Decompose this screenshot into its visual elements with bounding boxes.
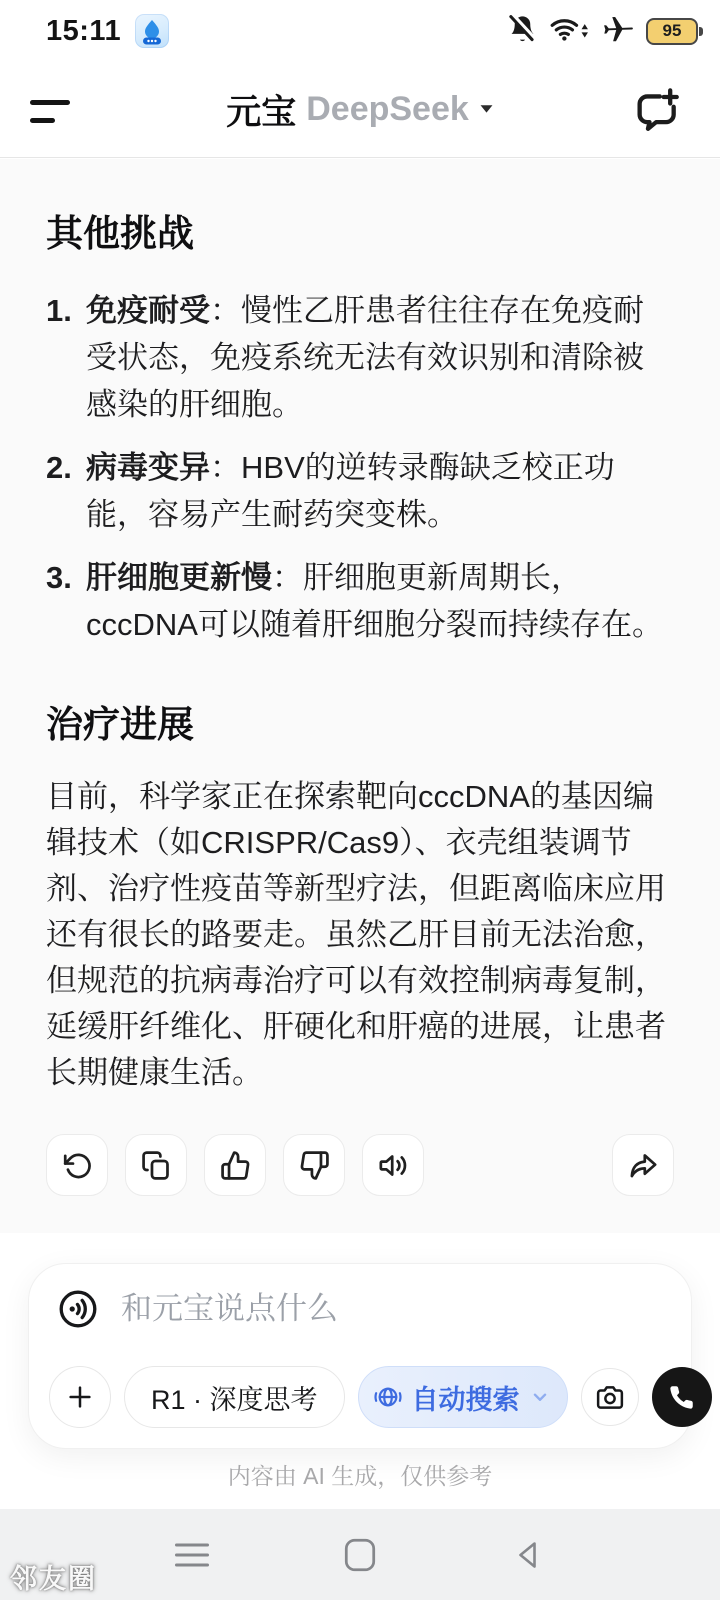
list-term: 肝细胞更新慢 (86, 560, 272, 595)
share-icon (628, 1150, 659, 1181)
composer-input-row (29, 1264, 691, 1330)
read-aloud-button[interactable] (362, 1134, 424, 1196)
composer-toolbar (49, 1366, 673, 1428)
progress-paragraph: 目前，科学家正在探索靶向cccDNA的基因编辑技术（如CRISPR/Cas9）、衣壳组装调节剂、治疗性疫苗等新型疗法，但距离临床应用还有很长的路要走。虽然乙肝目前无法治愈，但规范的抗病毒治疗可以有效控制病毒复制，延缓肝纤维化、肝硬化和肝癌的进展，让患者长期健康生活。 (46, 779, 666, 1090)
list-text: ：慢性乙肝患者往往存在免疫耐受状态，免疫系统无法有效识别和清除被感染的肝细胞。 (86, 293, 644, 422)
airplane-mode-icon (601, 12, 635, 51)
home-icon[interactable] (336, 1531, 384, 1579)
ai-disclaimer: 内容由 AI 生成，仅供参考 (227, 1463, 493, 1489)
plus-icon (65, 1382, 95, 1412)
camera-button[interactable] (581, 1368, 639, 1426)
wifi-icon (549, 13, 590, 49)
copy-button[interactable] (125, 1134, 187, 1196)
clock: 15:11 (46, 14, 122, 47)
back-icon[interactable] (504, 1531, 552, 1579)
notification-app-icon (135, 14, 169, 48)
chevron-down-icon (479, 101, 494, 119)
message-action-row (46, 1134, 674, 1196)
section-heading-progress: 治疗进展 (46, 704, 194, 745)
auto-search-selector[interactable] (358, 1366, 568, 1428)
message-input[interactable] (121, 1291, 661, 1327)
status-bar-left (46, 14, 169, 48)
voice-wave-icon[interactable] (57, 1288, 99, 1330)
camera-icon (595, 1382, 625, 1412)
globe-network-icon (373, 1382, 403, 1412)
app-title: 元宝 (226, 92, 297, 132)
list-text: ：HBV的逆转录酶缺乏校正功能，容易产生耐药突变株。 (86, 450, 615, 532)
list-number: 2. (46, 450, 72, 485)
battery-percent: 95 (662, 21, 682, 40)
recents-icon[interactable] (168, 1531, 216, 1579)
regenerate-button[interactable] (46, 1134, 108, 1196)
list-term: 病毒变异 (86, 450, 210, 485)
new-chat-icon[interactable] (632, 86, 682, 136)
copy-icon (141, 1150, 172, 1181)
list-number: 3. (46, 560, 72, 595)
chevron-down-icon (529, 1386, 551, 1408)
challenges-list (46, 287, 674, 648)
thumbs-up-icon (220, 1150, 251, 1181)
list-item (46, 554, 674, 648)
list-number: 1. (46, 293, 72, 328)
thumbs-down-button[interactable] (283, 1134, 345, 1196)
model-selector[interactable] (226, 85, 494, 135)
section-heading-challenges: 其他挑战 (46, 213, 194, 254)
add-attachment-button[interactable] (49, 1366, 111, 1428)
list-item (46, 444, 674, 538)
app-header (0, 62, 720, 158)
deep-think-toggle[interactable] (124, 1366, 345, 1428)
phone-call-icon (668, 1384, 695, 1411)
menu-icon[interactable] (30, 94, 74, 128)
share-button[interactable] (612, 1134, 674, 1196)
bell-muted-icon (507, 13, 538, 49)
status-bar-right (507, 12, 698, 51)
regenerate-icon (62, 1150, 93, 1181)
status-bar (0, 0, 720, 62)
voice-call-button[interactable] (652, 1367, 712, 1427)
watermark: 邻友圈 (10, 1564, 97, 1594)
list-term: 免疫耐受 (86, 293, 210, 328)
deep-think-label: R1 · 深度思考 (151, 1384, 318, 1415)
model-name: DeepSeek (306, 90, 469, 128)
chat-message-area[interactable] (0, 159, 720, 1233)
thumbs-up-button[interactable] (204, 1134, 266, 1196)
composer-card (28, 1263, 692, 1449)
list-item (46, 287, 674, 428)
thumbs-down-icon (299, 1150, 330, 1181)
battery-indicator (646, 18, 698, 45)
read-aloud-icon (378, 1150, 409, 1181)
list-text: ：肝细胞更新周期长，cccDNA可以随着肝细胞分裂而持续存在。 (86, 560, 663, 642)
auto-search-label: 自动搜索 (411, 1384, 520, 1415)
system-navbar (0, 1509, 720, 1600)
